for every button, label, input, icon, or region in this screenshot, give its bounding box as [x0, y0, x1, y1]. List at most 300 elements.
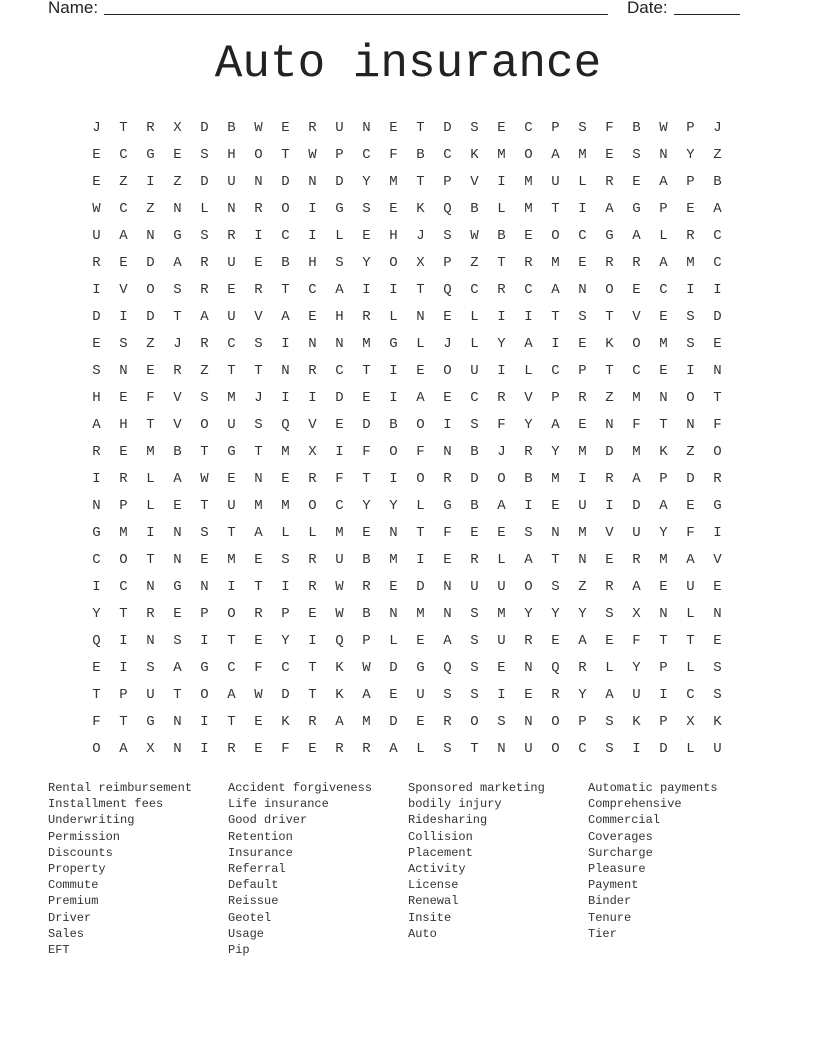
grid-letter[interactable]: S	[686, 308, 695, 325]
grid-letter[interactable]: B	[470, 443, 479, 460]
grid-letter[interactable]: E	[443, 308, 452, 325]
grid-letter[interactable]: M	[281, 443, 290, 460]
grid-letter[interactable]: T	[227, 524, 236, 541]
grid-letter[interactable]: R	[308, 470, 317, 487]
grid-letter[interactable]: P	[659, 713, 668, 730]
grid-letter[interactable]: P	[551, 119, 560, 136]
grid-letter[interactable]: S	[254, 335, 263, 352]
grid-letter[interactable]: W	[254, 686, 263, 703]
grid-letter[interactable]: O	[605, 281, 614, 298]
grid-letter[interactable]: O	[119, 551, 128, 568]
grid-letter[interactable]: U	[632, 686, 641, 703]
grid-letter[interactable]: L	[416, 497, 425, 514]
grid-letter[interactable]: S	[470, 605, 479, 622]
grid-letter[interactable]: I	[578, 470, 587, 487]
grid-letter[interactable]: S	[200, 146, 209, 163]
grid-letter[interactable]: N	[146, 632, 155, 649]
grid-letter[interactable]: P	[659, 659, 668, 676]
grid-letter[interactable]: T	[362, 362, 371, 379]
grid-letter[interactable]: I	[119, 632, 128, 649]
grid-letter[interactable]: R	[92, 443, 101, 460]
grid-letter[interactable]: E	[335, 416, 344, 433]
grid-letter[interactable]: T	[119, 119, 128, 136]
grid-letter[interactable]: O	[470, 713, 479, 730]
grid-letter[interactable]: D	[200, 173, 209, 190]
grid-letter[interactable]: V	[254, 308, 263, 325]
grid-letter[interactable]: Z	[686, 443, 695, 460]
grid-letter[interactable]: I	[443, 416, 452, 433]
grid-letter[interactable]: A	[254, 524, 263, 541]
grid-letter[interactable]: C	[659, 281, 668, 298]
grid-letter[interactable]: L	[470, 335, 479, 352]
grid-letter[interactable]: E	[308, 740, 317, 757]
grid-letter[interactable]: T	[497, 254, 506, 271]
grid-letter[interactable]: I	[389, 470, 398, 487]
grid-letter[interactable]: R	[254, 281, 263, 298]
grid-letter[interactable]: C	[119, 146, 128, 163]
grid-letter[interactable]: N	[551, 524, 560, 541]
grid-letter[interactable]: A	[551, 281, 560, 298]
grid-letter[interactable]: R	[578, 659, 587, 676]
grid-letter[interactable]: R	[362, 740, 371, 757]
grid-letter[interactable]: B	[173, 443, 182, 460]
grid-letter[interactable]: C	[686, 686, 695, 703]
grid-letter[interactable]: I	[497, 308, 506, 325]
grid-letter[interactable]: P	[659, 470, 668, 487]
grid-letter[interactable]: E	[578, 254, 587, 271]
grid-letter[interactable]: D	[470, 470, 479, 487]
grid-letter[interactable]: Y	[92, 605, 101, 622]
grid-letter[interactable]: Y	[362, 254, 371, 271]
grid-letter[interactable]: S	[470, 686, 479, 703]
grid-letter[interactable]: N	[173, 551, 182, 568]
grid-letter[interactable]: I	[92, 470, 101, 487]
grid-letter[interactable]: E	[389, 578, 398, 595]
grid-letter[interactable]: N	[335, 335, 344, 352]
grid-letter[interactable]: I	[497, 686, 506, 703]
grid-letter[interactable]: A	[281, 308, 290, 325]
grid-letter[interactable]: L	[389, 632, 398, 649]
grid-letter[interactable]: W	[470, 227, 479, 244]
grid-letter[interactable]: U	[632, 524, 641, 541]
grid-letter[interactable]: P	[578, 713, 587, 730]
grid-letter[interactable]: J	[497, 443, 506, 460]
grid-letter[interactable]: A	[578, 632, 587, 649]
grid-letter[interactable]: R	[632, 254, 641, 271]
grid-letter[interactable]: R	[443, 713, 452, 730]
grid-letter[interactable]: C	[578, 227, 587, 244]
grid-letter[interactable]: O	[416, 416, 425, 433]
grid-letter[interactable]: Q	[92, 632, 101, 649]
grid-letter[interactable]: L	[470, 308, 479, 325]
grid-letter[interactable]: Z	[146, 335, 155, 352]
grid-letter[interactable]: T	[308, 659, 317, 676]
grid-letter[interactable]: M	[524, 200, 533, 217]
grid-letter[interactable]: E	[173, 497, 182, 514]
grid-letter[interactable]: I	[200, 713, 209, 730]
grid-letter[interactable]: L	[389, 308, 398, 325]
grid-letter[interactable]: G	[443, 497, 452, 514]
grid-letter[interactable]: A	[524, 551, 533, 568]
grid-letter[interactable]: R	[497, 389, 506, 406]
grid-letter[interactable]: S	[92, 362, 101, 379]
grid-letter[interactable]: C	[308, 281, 317, 298]
grid-letter[interactable]: K	[659, 443, 668, 460]
grid-letter[interactable]: R	[119, 470, 128, 487]
grid-letter[interactable]: X	[173, 119, 182, 136]
grid-letter[interactable]: N	[443, 605, 452, 622]
grid-letter[interactable]: A	[524, 335, 533, 352]
grid-letter[interactable]: A	[686, 551, 695, 568]
grid-letter[interactable]: T	[281, 281, 290, 298]
grid-letter[interactable]: Y	[659, 524, 668, 541]
grid-letter[interactable]: F	[497, 416, 506, 433]
grid-letter[interactable]: S	[470, 659, 479, 676]
grid-letter[interactable]: H	[335, 308, 344, 325]
grid-letter[interactable]: S	[713, 686, 722, 703]
grid-letter[interactable]: A	[173, 254, 182, 271]
grid-letter[interactable]: N	[416, 308, 425, 325]
grid-letter[interactable]: J	[713, 119, 722, 136]
grid-letter[interactable]: A	[632, 578, 641, 595]
grid-letter[interactable]: O	[497, 470, 506, 487]
grid-letter[interactable]: A	[200, 308, 209, 325]
grid-letter[interactable]: A	[551, 416, 560, 433]
grid-letter[interactable]: E	[497, 659, 506, 676]
grid-letter[interactable]: I	[713, 524, 722, 541]
grid-letter[interactable]: D	[686, 470, 695, 487]
grid-letter[interactable]: O	[524, 578, 533, 595]
grid-letter[interactable]: Y	[362, 497, 371, 514]
grid-letter[interactable]: E	[146, 362, 155, 379]
grid-letter[interactable]: I	[659, 686, 668, 703]
grid-letter[interactable]: M	[119, 524, 128, 541]
grid-letter[interactable]: C	[713, 254, 722, 271]
grid-letter[interactable]: Y	[578, 686, 587, 703]
grid-letter[interactable]: L	[200, 200, 209, 217]
grid-letter[interactable]: I	[119, 659, 128, 676]
grid-letter[interactable]: L	[146, 470, 155, 487]
grid-letter[interactable]: T	[605, 362, 614, 379]
grid-letter[interactable]: M	[578, 443, 587, 460]
grid-letter[interactable]: B	[416, 146, 425, 163]
grid-letter[interactable]: O	[92, 740, 101, 757]
grid-letter[interactable]: C	[335, 362, 344, 379]
grid-letter[interactable]: A	[551, 146, 560, 163]
grid-letter[interactable]: A	[605, 686, 614, 703]
grid-letter[interactable]: U	[146, 686, 155, 703]
grid-letter[interactable]: N	[389, 605, 398, 622]
grid-letter[interactable]: N	[146, 227, 155, 244]
grid-letter[interactable]: T	[362, 470, 371, 487]
grid-letter[interactable]: X	[686, 713, 695, 730]
grid-letter[interactable]: C	[713, 227, 722, 244]
grid-letter[interactable]: R	[200, 254, 209, 271]
grid-letter[interactable]: D	[416, 578, 425, 595]
grid-letter[interactable]: E	[605, 146, 614, 163]
grid-letter[interactable]: R	[308, 713, 317, 730]
grid-letter[interactable]: I	[281, 335, 290, 352]
grid-letter[interactable]: N	[524, 659, 533, 676]
grid-letter[interactable]: J	[173, 335, 182, 352]
grid-letter[interactable]: C	[443, 146, 452, 163]
grid-letter[interactable]: E	[713, 335, 722, 352]
grid-letter[interactable]: J	[92, 119, 101, 136]
grid-letter[interactable]: G	[389, 335, 398, 352]
grid-letter[interactable]: R	[254, 605, 263, 622]
grid-letter[interactable]: M	[632, 443, 641, 460]
grid-letter[interactable]: D	[605, 443, 614, 460]
grid-letter[interactable]: E	[389, 686, 398, 703]
grid-letter[interactable]: M	[551, 470, 560, 487]
grid-letter[interactable]: D	[146, 308, 155, 325]
grid-letter[interactable]: D	[389, 713, 398, 730]
grid-letter[interactable]: A	[632, 470, 641, 487]
grid-letter[interactable]: S	[146, 659, 155, 676]
grid-letter[interactable]: A	[497, 497, 506, 514]
grid-letter[interactable]: I	[713, 281, 722, 298]
grid-letter[interactable]: D	[335, 389, 344, 406]
grid-letter[interactable]: C	[335, 497, 344, 514]
grid-letter[interactable]: P	[659, 200, 668, 217]
grid-letter[interactable]: E	[308, 605, 317, 622]
grid-letter[interactable]: N	[308, 335, 317, 352]
grid-letter[interactable]: G	[416, 659, 425, 676]
grid-letter[interactable]: R	[605, 173, 614, 190]
grid-letter[interactable]: G	[146, 713, 155, 730]
grid-letter[interactable]: E	[551, 632, 560, 649]
grid-letter[interactable]: E	[254, 713, 263, 730]
grid-letter[interactable]: R	[686, 227, 695, 244]
grid-letter[interactable]: N	[254, 470, 263, 487]
grid-letter[interactable]: N	[173, 200, 182, 217]
grid-letter[interactable]: E	[254, 551, 263, 568]
grid-letter[interactable]: T	[551, 200, 560, 217]
grid-letter[interactable]: T	[119, 605, 128, 622]
grid-letter[interactable]: C	[362, 146, 371, 163]
grid-letter[interactable]: X	[416, 254, 425, 271]
grid-letter[interactable]: M	[632, 389, 641, 406]
grid-letter[interactable]: U	[227, 416, 236, 433]
grid-letter[interactable]: V	[308, 416, 317, 433]
grid-letter[interactable]: I	[308, 389, 317, 406]
grid-letter[interactable]: S	[254, 416, 263, 433]
grid-letter[interactable]: R	[362, 308, 371, 325]
grid-letter[interactable]: S	[470, 119, 479, 136]
grid-letter[interactable]: I	[281, 389, 290, 406]
grid-letter[interactable]: O	[443, 362, 452, 379]
grid-letter[interactable]: E	[227, 281, 236, 298]
grid-letter[interactable]: U	[416, 686, 425, 703]
grid-letter[interactable]: T	[227, 632, 236, 649]
grid-letter[interactable]: M	[389, 173, 398, 190]
grid-letter[interactable]: I	[416, 551, 425, 568]
grid-letter[interactable]: R	[524, 632, 533, 649]
grid-letter[interactable]: R	[308, 551, 317, 568]
grid-letter[interactable]: U	[335, 119, 344, 136]
grid-letter[interactable]: S	[497, 713, 506, 730]
grid-letter[interactable]: M	[227, 551, 236, 568]
grid-letter[interactable]: N	[686, 416, 695, 433]
grid-letter[interactable]: M	[524, 173, 533, 190]
grid-letter[interactable]: I	[308, 227, 317, 244]
grid-letter[interactable]: L	[146, 497, 155, 514]
grid-letter[interactable]: Q	[443, 281, 452, 298]
grid-letter[interactable]: M	[578, 524, 587, 541]
grid-letter[interactable]: V	[173, 416, 182, 433]
grid-letter[interactable]: L	[416, 335, 425, 352]
grid-letter[interactable]: Z	[605, 389, 614, 406]
grid-letter[interactable]: C	[470, 281, 479, 298]
grid-letter[interactable]: O	[146, 281, 155, 298]
grid-letter[interactable]: F	[713, 416, 722, 433]
grid-letter[interactable]: R	[146, 605, 155, 622]
grid-letter[interactable]: T	[173, 686, 182, 703]
grid-letter[interactable]: Z	[713, 146, 722, 163]
grid-letter[interactable]: N	[524, 713, 533, 730]
grid-letter[interactable]: Y	[362, 173, 371, 190]
grid-letter[interactable]: E	[524, 686, 533, 703]
grid-letter[interactable]: I	[200, 632, 209, 649]
grid-letter[interactable]: T	[659, 632, 668, 649]
grid-letter[interactable]: T	[551, 551, 560, 568]
grid-letter[interactable]: C	[551, 362, 560, 379]
grid-letter[interactable]: C	[119, 578, 128, 595]
grid-letter[interactable]: A	[227, 686, 236, 703]
grid-letter[interactable]: L	[281, 524, 290, 541]
grid-letter[interactable]: S	[686, 335, 695, 352]
grid-letter[interactable]: N	[389, 524, 398, 541]
grid-letter[interactable]: I	[281, 578, 290, 595]
grid-letter[interactable]: F	[335, 470, 344, 487]
grid-letter[interactable]: T	[281, 146, 290, 163]
grid-letter[interactable]: S	[200, 227, 209, 244]
grid-letter[interactable]: E	[281, 119, 290, 136]
grid-letter[interactable]: E	[281, 470, 290, 487]
grid-letter[interactable]: T	[254, 362, 263, 379]
grid-letter[interactable]: R	[713, 470, 722, 487]
grid-letter[interactable]: A	[605, 200, 614, 217]
grid-letter[interactable]: O	[686, 389, 695, 406]
grid-letter[interactable]: T	[416, 524, 425, 541]
grid-letter[interactable]: E	[713, 632, 722, 649]
grid-letter[interactable]: I	[200, 740, 209, 757]
grid-letter[interactable]: A	[119, 227, 128, 244]
grid-letter[interactable]: A	[659, 497, 668, 514]
grid-letter[interactable]: S	[524, 524, 533, 541]
grid-letter[interactable]: B	[281, 254, 290, 271]
grid-letter[interactable]: E	[605, 632, 614, 649]
grid-letter[interactable]: I	[227, 578, 236, 595]
grid-letter[interactable]: Y	[551, 605, 560, 622]
grid-letter[interactable]: L	[416, 740, 425, 757]
grid-letter[interactable]: E	[389, 200, 398, 217]
grid-letter[interactable]: H	[308, 254, 317, 271]
grid-letter[interactable]: B	[389, 416, 398, 433]
grid-letter[interactable]: F	[632, 416, 641, 433]
grid-letter[interactable]: I	[254, 227, 263, 244]
grid-letter[interactable]: T	[200, 497, 209, 514]
grid-letter[interactable]: W	[335, 605, 344, 622]
grid-letter[interactable]: I	[146, 173, 155, 190]
grid-letter[interactable]: S	[632, 146, 641, 163]
grid-letter[interactable]: G	[173, 227, 182, 244]
grid-letter[interactable]: O	[227, 605, 236, 622]
grid-letter[interactable]: H	[227, 146, 236, 163]
grid-letter[interactable]: E	[659, 308, 668, 325]
grid-letter[interactable]: R	[470, 551, 479, 568]
grid-letter[interactable]: M	[497, 146, 506, 163]
grid-letter[interactable]: G	[632, 200, 641, 217]
grid-letter[interactable]: T	[227, 362, 236, 379]
grid-letter[interactable]: P	[119, 686, 128, 703]
grid-letter[interactable]: E	[686, 200, 695, 217]
grid-letter[interactable]: S	[443, 740, 452, 757]
grid-letter[interactable]: J	[443, 335, 452, 352]
grid-letter[interactable]: T	[254, 443, 263, 460]
grid-letter[interactable]: E	[497, 119, 506, 136]
grid-letter[interactable]: P	[119, 497, 128, 514]
grid-letter[interactable]: S	[335, 254, 344, 271]
grid-letter[interactable]: R	[173, 362, 182, 379]
grid-letter[interactable]: O	[632, 335, 641, 352]
grid-letter[interactable]: L	[524, 362, 533, 379]
grid-letter[interactable]: Q	[335, 632, 344, 649]
grid-letter[interactable]: E	[119, 443, 128, 460]
grid-letter[interactable]: E	[659, 362, 668, 379]
grid-letter[interactable]: E	[713, 578, 722, 595]
grid-letter[interactable]: V	[524, 389, 533, 406]
grid-letter[interactable]: M	[497, 605, 506, 622]
grid-letter[interactable]: Q	[443, 659, 452, 676]
grid-letter[interactable]: U	[227, 308, 236, 325]
grid-letter[interactable]: B	[362, 551, 371, 568]
grid-letter[interactable]: I	[92, 578, 101, 595]
grid-letter[interactable]: R	[227, 227, 236, 244]
grid-letter[interactable]: U	[497, 578, 506, 595]
grid-letter[interactable]: G	[173, 578, 182, 595]
grid-letter[interactable]: C	[227, 659, 236, 676]
grid-letter[interactable]: O	[389, 254, 398, 271]
grid-letter[interactable]: R	[308, 578, 317, 595]
grid-letter[interactable]: R	[200, 335, 209, 352]
grid-letter[interactable]: N	[659, 146, 668, 163]
grid-letter[interactable]: I	[605, 497, 614, 514]
grid-letter[interactable]: K	[470, 146, 479, 163]
grid-letter[interactable]: A	[335, 281, 344, 298]
grid-letter[interactable]: U	[227, 173, 236, 190]
grid-letter[interactable]: U	[686, 578, 695, 595]
grid-letter[interactable]: F	[686, 524, 695, 541]
grid-letter[interactable]: S	[173, 281, 182, 298]
grid-letter[interactable]: T	[146, 551, 155, 568]
grid-letter[interactable]: B	[470, 497, 479, 514]
grid-letter[interactable]: L	[686, 740, 695, 757]
grid-letter[interactable]: N	[173, 713, 182, 730]
grid-letter[interactable]: E	[308, 308, 317, 325]
grid-letter[interactable]: D	[281, 686, 290, 703]
grid-letter[interactable]: S	[713, 659, 722, 676]
grid-letter[interactable]: S	[281, 551, 290, 568]
grid-letter[interactable]: G	[227, 443, 236, 460]
grid-letter[interactable]: U	[227, 254, 236, 271]
grid-letter[interactable]: U	[470, 578, 479, 595]
grid-letter[interactable]: W	[335, 578, 344, 595]
grid-letter[interactable]: Z	[146, 200, 155, 217]
grid-letter[interactable]: F	[92, 713, 101, 730]
grid-letter[interactable]: R	[551, 686, 560, 703]
grid-letter[interactable]: N	[173, 740, 182, 757]
